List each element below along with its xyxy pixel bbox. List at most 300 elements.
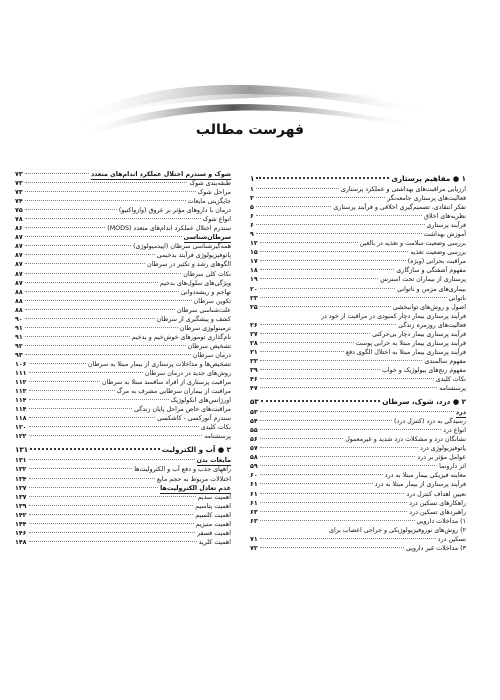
toc-entry-page: ۵۵ [250, 427, 258, 435]
dot-leader [260, 333, 370, 334]
toc-entry-page: ۸۸ [15, 288, 23, 296]
toc-entry-title: درمان با داروهای مؤثر بر عروق (وازواکتیو) [118, 207, 231, 215]
toc-entry-title: مایعات بدن [197, 456, 231, 466]
toc-entry [15, 520, 231, 529]
toc-entry [250, 435, 466, 444]
dot-leader [260, 411, 454, 412]
toc-entry-title: تسکین درد [437, 535, 466, 543]
toc-entry [250, 221, 466, 230]
dot-leader [29, 496, 196, 497]
dot-leader [260, 465, 437, 466]
toc-entry-page: ۷۵ [15, 207, 23, 215]
toc-entry-page: ۱۴۴ [15, 520, 27, 528]
toc-entry [15, 242, 231, 251]
toc-entry-page: ۶۱ [250, 499, 258, 507]
toc-entry-title: ۳) مداخلات غیر دارویی [405, 544, 466, 552]
toc-entry [250, 330, 466, 339]
dot-leader [25, 236, 182, 237]
toc-entry-title: پاتوفیزیولوژی فرآیند بدخیمی [156, 252, 231, 260]
toc-entry [15, 360, 231, 369]
dot-leader [260, 369, 380, 370]
toc-entry-page: ۱۴۶ [15, 529, 27, 537]
toc-entry-title: ویژگی‌های سلول‌های بدخیم [159, 279, 231, 287]
toc-entry-page: ۹۲ [15, 342, 23, 350]
toc-entry-page: ۳۱ [250, 348, 258, 356]
dot-leader [29, 399, 169, 400]
toc-entry-page: ۸۸ [15, 306, 23, 314]
toc-entry-title: بررسی وضعیت تغذیه [410, 249, 466, 257]
toc-entry [250, 544, 466, 553]
toc-entry-page: ۳ [250, 195, 254, 203]
toc-entry-title: مراقبت بحرانی (ویژه) [407, 258, 466, 266]
dot-leader [25, 209, 117, 210]
toc-entry-page: ۱۱۳ [15, 388, 27, 396]
toc-entry-title: ارزیابی مراقبت‌های بهداشتی و عملکرد پرستاری [340, 186, 466, 193]
toc-entry-page: ۱۱۱ [15, 370, 27, 378]
toc-entry-title: مفهوم سالمندی [424, 357, 466, 365]
toc-entry [250, 384, 466, 393]
toc-entry-title: تهاجم و ریشه‌دوانی [180, 288, 231, 296]
toc-entry [250, 462, 466, 471]
dot-leader [25, 309, 175, 310]
toc-entry-title: درمان سرطان [192, 351, 231, 359]
toc-entry-title: نشانگان درد و مشکلات درد شدید و غیرمعمول [345, 436, 466, 444]
dot-leader [25, 227, 106, 228]
toc-entry-page: ۸۷ [15, 279, 23, 287]
toc-entry [15, 465, 231, 474]
toc-entry-page: ۱۴۸ [15, 538, 27, 546]
toc-entry-title: رسیدگی به درد (کنترل درد) [394, 418, 466, 426]
toc-entry [250, 348, 466, 357]
toc-entry-title: فرآیند پرستاری بیمار دچار بی‌حرکتی [372, 330, 466, 338]
dot-leader [260, 269, 395, 270]
toc-entry [250, 366, 466, 375]
toc-entry [15, 423, 231, 432]
toc-entry-page: ۷۲ [250, 544, 258, 552]
toc-entry-title: نکات کلی سرطان [183, 270, 231, 278]
toc-entry-page: ۲۵ [250, 303, 258, 311]
dot-leader [260, 547, 404, 548]
toc-entry [250, 444, 466, 453]
toc-entry [250, 239, 466, 248]
toc-entry-page: ۱۲ [250, 240, 258, 248]
toc-entry-title: همه‌گیرشناسی سرطان (اپیدمیولوژی) [133, 243, 231, 251]
dot-leader [260, 306, 391, 307]
toc-entry-page: ۱۲۰ [15, 424, 27, 432]
toc-entry-title: مفهوم رنج‌های بیولوژیک و خواب [381, 366, 466, 374]
toc-entry-page: ۱۰۶ [15, 360, 27, 368]
toc-entry-title: آموزش بهداشت [423, 231, 466, 239]
toc-entry-title: اهمیت فسفر [196, 529, 231, 537]
toc-entry [15, 224, 231, 233]
toc-entry-page: ۵۶ [250, 436, 258, 444]
toc-entry-page: ۱۳۱ [15, 457, 27, 465]
toc-entry-page: ۸۷ [15, 252, 23, 260]
toc-entry-page: ۴۷ [250, 385, 258, 393]
toc-entry-page: ۹۳ [15, 351, 23, 359]
toc-section-heading [250, 408, 466, 417]
toc-section-heading [15, 456, 231, 465]
toc-entry-page: ۵۳ [250, 397, 259, 407]
toc-entry-title: روش‌های جدید در درمان سرطان [144, 370, 231, 378]
dot-leader [260, 260, 406, 261]
dot-leader [25, 245, 131, 246]
dot-leader [260, 483, 373, 484]
toc-entry [250, 357, 466, 366]
toc-entry-page: ۵ [250, 204, 254, 212]
dot-leader [25, 291, 179, 292]
dot-leader [260, 502, 407, 503]
dot-leader [260, 493, 405, 494]
toc-entry-title: مفهوم آشفتگی و سازگاری [396, 267, 466, 275]
toc-entry [15, 378, 231, 387]
toc-entry-title: تشخیص‌ها و مداخلات پرستاری از بیمار مبتلا به سرطان [87, 360, 231, 368]
toc-entry-title: ترمینولوژی سرطان [179, 324, 231, 332]
dot-leader [260, 438, 344, 439]
toc-entry-page: ۳۳ [250, 357, 258, 365]
toc-entry-title: ۲ ● درد، شوک، سرطان [382, 397, 466, 407]
toc-entry [250, 453, 466, 462]
toc-entry-page: ۶۱ [250, 490, 258, 498]
toc-entry-page: ۱۷ [250, 258, 258, 266]
toc-entry-title: نام‌گذاری تومورهای خوش‌خیم و بدخیم [131, 333, 231, 341]
dot-leader [256, 177, 389, 179]
dot-leader [256, 206, 332, 207]
toc-entry-title: سندرم آنورکسی - کاشکسی [157, 415, 231, 423]
dot-leader [25, 273, 182, 274]
toc-entry-title: اهمیت سدیم [197, 493, 231, 501]
dot-leader [260, 242, 358, 243]
toc-entry-page: ۷۳ [15, 171, 23, 178]
toc-entry [15, 333, 231, 342]
toc-entry [15, 502, 231, 511]
dot-leader [29, 408, 133, 409]
dot-leader [260, 456, 416, 457]
toc-chapter-heading [250, 397, 466, 408]
dot-leader [260, 297, 447, 298]
toc-entry-page: ۱۴۲ [15, 511, 27, 519]
toc-entry-title: نکات کلیدی [200, 424, 231, 432]
toc-entry [15, 414, 231, 423]
toc-entry [15, 197, 231, 206]
toc-entry-page: ۶۰ [250, 472, 258, 480]
toc-entry [250, 490, 466, 499]
dot-leader [29, 390, 115, 391]
toc-entry [15, 511, 231, 520]
toc-entry-title: بیماری‌های مزمن و ناتوانی [397, 285, 466, 293]
decorative-swoosh-banner [70, 70, 430, 155]
toc-entry-title: ۳ ● آب و الکترولیت [161, 445, 231, 455]
toc-entry [250, 480, 466, 489]
toc-entry-title: اختلالات مربوط به حجم مایع [156, 475, 231, 483]
toc-entry-page: ۱۱۴ [15, 397, 27, 405]
toc-entry [15, 387, 231, 396]
toc-entry [250, 294, 466, 303]
dot-leader [256, 215, 422, 216]
toc-entry-page: ۹۰ [15, 315, 23, 323]
toc-entry-title: پرسشنامه [204, 433, 231, 441]
toc-entry [250, 526, 466, 535]
toc-entry-title: تفکر انتقادی، تصمیم‌گیری اخلاقی و فرآیند پرستاری [333, 204, 466, 212]
dot-leader [29, 532, 195, 533]
toc-entry [15, 215, 231, 224]
toc-entry [250, 312, 466, 321]
dot-leader [29, 505, 194, 506]
toc-entry-page: ۷۴ [15, 198, 23, 206]
toc-entry [15, 179, 231, 188]
dot-leader [29, 468, 133, 469]
toc-entry-page: ۱ [250, 174, 255, 183]
toc-entry-page: ۸۶ [15, 225, 23, 233]
toc-entry-title: فرآیند پرستاری [426, 222, 466, 230]
toc-entry-page: ۸۷ [15, 261, 23, 269]
toc-entry-title: تعیین اهداف کنترل درد [406, 490, 466, 498]
toc-section-heading [15, 484, 231, 493]
toc-entry-page: ۵۷ [250, 445, 258, 453]
dot-leader [260, 520, 415, 521]
toc-right-column [250, 170, 466, 553]
toc-entry-title: پرستاری از بیماران تحت استرس [380, 276, 466, 284]
toc-entry-page: ۱۳۷ [15, 493, 27, 501]
dot-leader [260, 387, 438, 388]
toc-entry [250, 471, 466, 480]
dot-leader [25, 218, 201, 219]
toc-entry-page: ۹۱ [15, 333, 23, 341]
dot-leader [25, 336, 130, 337]
toc-entry-page: ۲۶ [250, 321, 258, 329]
toc-entry-page: ۷۸ [15, 216, 23, 224]
toc-entry-page: ۷۱ [250, 535, 258, 543]
dot-leader [25, 300, 192, 301]
dot-leader [260, 429, 441, 430]
dot-leader [261, 400, 380, 402]
dot-leader [25, 173, 89, 174]
dot-leader [29, 459, 195, 460]
toc-entry-title: اهمیت منیزیم [195, 520, 231, 528]
toc-entry-page: ۲۳ [250, 294, 258, 302]
toc-entry-title: مراقبت‌های خاص مراحل پایان زندگی [134, 406, 231, 414]
toc-entry-page: ۸۷ [15, 234, 23, 242]
toc-entry [250, 285, 466, 294]
dot-leader [260, 324, 397, 325]
toc-entry-page: ۱۳۷ [15, 484, 27, 492]
toc-entry [15, 206, 231, 215]
toc-entry-page: ۷۳ [15, 189, 23, 197]
dot-leader [260, 420, 392, 421]
toc-entry-page: ۵۸ [250, 454, 258, 462]
toc-entry [250, 499, 466, 508]
toc-entry-page: ۴۶ [250, 375, 258, 383]
toc-entry-page: ۱۱۸ [15, 415, 27, 423]
dot-leader [260, 447, 418, 448]
dot-leader [29, 372, 143, 373]
dot-leader [29, 426, 199, 427]
toc-entry-title: جایگزینی مایعات [187, 198, 231, 206]
dot-leader [260, 511, 408, 512]
toc-entry [250, 303, 466, 312]
toc-entry [250, 275, 466, 284]
toc-entry-title: راهبردهای تسکین درد [409, 508, 466, 516]
toc-entry [15, 405, 231, 414]
page-title: فهرست مطالب [195, 122, 305, 138]
dot-leader [29, 435, 203, 436]
dot-leader [260, 278, 379, 279]
toc-entry-page: ۵۴ [250, 418, 258, 426]
toc-entry [250, 339, 466, 348]
toc-entry-page: ۶۳ [250, 508, 258, 516]
toc-section-heading [15, 233, 231, 242]
toc-entry-title: فرآیند پرستاری بیمار مبتلا به خرابی پوست [355, 339, 466, 347]
toc-entry [250, 417, 466, 426]
toc-entry [15, 270, 231, 279]
toc-entry [250, 185, 466, 194]
toc-entry-page: ۱۸ [250, 267, 258, 275]
toc-entry-page: ۱۲۲ [15, 433, 27, 441]
toc-entry-title: شوک و سندرم اختلال عملکرد اندام‌های متعدد [91, 170, 231, 180]
toc-entry-page: ۸۷ [15, 270, 23, 278]
toc-entry-title: انواع شوک [202, 216, 231, 224]
toc-entry-page: ۲۰ [250, 285, 258, 293]
toc-entry-page: ۹۱ [15, 324, 23, 332]
toc-entry-title: راهکارهای تسکین درد [409, 499, 466, 507]
toc-entry [15, 369, 231, 378]
dot-leader [29, 523, 194, 524]
dot-leader [29, 363, 86, 364]
toc-entry [15, 288, 231, 297]
toc-entry [250, 321, 466, 330]
dot-leader [260, 360, 423, 361]
toc-entry [15, 279, 231, 288]
toc-entry-title: معاینه فیزیکی بیمار مبتلا به درد [384, 472, 466, 480]
toc-entry-title: عوامل مؤثر بر درد [417, 454, 466, 462]
toc-entry-title: فرآیند پرستاری بیمار مبتلا به اختلال الگوی دفع [345, 348, 466, 356]
toc-entry-page: ۷۳ [15, 180, 23, 188]
dot-leader [25, 345, 186, 346]
toc-entry-page: ۳۹ [250, 366, 258, 374]
toc-entry-title: ۲) روش‌های نوروفیزیولوژیکی و جراحی اعصاب برای [329, 526, 466, 534]
dot-leader [256, 197, 385, 198]
dot-leader [260, 538, 436, 539]
toc-entry-title: اهمیت پتاسیم [195, 502, 231, 510]
toc-entry-page: ۲۷ [250, 330, 258, 338]
toc-entry [250, 375, 466, 384]
toc-entry-title: اثر دارونما [439, 463, 466, 471]
toc-entry [15, 306, 231, 315]
toc-entry-title: عدم تعادل الکترولیت‌ها [160, 484, 231, 494]
toc-entry-page: ۱۳۴ [15, 475, 27, 483]
toc-entry-title: سندرم اختلال عملکرد اندام‌های متعدد (MODS) [107, 225, 231, 233]
dot-leader [260, 378, 434, 379]
dot-leader [260, 288, 395, 289]
toc-entry-title: انواع درد [443, 427, 466, 435]
toc-entry-title: اورژانس‌های انکولوژیک [170, 397, 231, 405]
dot-leader [256, 233, 422, 234]
toc-entry [15, 475, 231, 484]
toc-entry-page: ۱۳۹ [15, 502, 27, 510]
dot-leader [25, 263, 145, 264]
dot-leader [30, 448, 160, 450]
toc-entry-title: راههای جذب و دفع آب و الکترولیت‌ها [134, 466, 231, 474]
toc-chapter-heading [15, 445, 231, 456]
toc-entry-title: درد [456, 408, 466, 418]
toc-entry-page: ۵۹ [250, 463, 258, 471]
toc-entry-page: ۵۳ [250, 409, 258, 417]
toc-entry [15, 538, 231, 547]
toc-entry-title: کشف و پیشگیری از سرطان [156, 315, 231, 323]
toc-entry-page: ۸۷ [15, 243, 23, 251]
toc-entry [250, 248, 466, 257]
dot-leader [29, 541, 197, 542]
toc-entry-title: نکات کلیدی [435, 375, 466, 383]
toc-entry [15, 342, 231, 351]
dot-leader [256, 224, 425, 225]
toc-entry [15, 529, 231, 538]
toc-entry-page: ۸۸ [15, 297, 23, 305]
dot-leader [260, 342, 354, 343]
toc-entry-title: تشخیص سرطان [187, 342, 231, 350]
toc-entry-title: فرآیند پرستاری بیمار دچار کمبودی در مراقبت از خود در [320, 312, 466, 320]
toc-entry-title: فعالیت‌های پرستاری جامعه‌نگر [387, 195, 466, 203]
dot-leader [260, 474, 383, 475]
toc-entry [250, 508, 466, 517]
toc-entry-title: مراقبت از بیماران سرطانی مشرف به مرگ [116, 388, 231, 396]
dot-leader [25, 282, 158, 283]
toc-entry [250, 203, 466, 212]
toc-entry-page: ۱۱۲ [15, 379, 27, 387]
toc-entry-page: ۱۹ [250, 276, 258, 284]
toc-section-heading [15, 170, 231, 179]
toc-entry [15, 260, 231, 269]
dot-leader [29, 487, 159, 488]
toc-entry-page: ۱۵ [250, 249, 258, 257]
toc-entry [15, 324, 231, 333]
dot-leader [25, 200, 186, 201]
toc-entry-page: ۱۳۲ [15, 466, 27, 474]
toc-entry-title: مراحل شوک [197, 189, 231, 197]
toc-entry [250, 517, 466, 526]
toc-entry-page: ۲۸ [250, 339, 258, 347]
toc-entry [250, 194, 466, 203]
toc-left-column [15, 170, 231, 547]
toc-entry [250, 426, 466, 435]
toc-entry [15, 297, 231, 306]
dot-leader [29, 381, 100, 382]
toc-entry [250, 257, 466, 266]
toc-entry-title: پرسشنامه [439, 385, 466, 393]
toc-entry [15, 351, 231, 360]
dot-leader [29, 514, 194, 515]
dot-leader [256, 188, 339, 189]
toc-entry-page: ۶ [250, 213, 254, 221]
dot-leader [260, 251, 409, 252]
toc-entry-title: طبقه‌بندی شوک [189, 180, 231, 188]
toc-chapter-heading [250, 174, 466, 185]
toc-entry-title: اهمیت کلسیم [195, 511, 231, 519]
toc-entry-page: ۹ [250, 231, 254, 239]
dot-leader [25, 327, 178, 328]
toc-entry [15, 493, 231, 502]
toc-entry-page: ۶ [250, 222, 254, 230]
toc-entry [15, 315, 231, 324]
toc-entry-title: اهمیت کلرید [198, 538, 231, 546]
toc-entry-page: ۶۱ [250, 481, 258, 489]
dot-leader [25, 182, 188, 183]
toc-entry-title: ۱) مداخلات دارویی [416, 517, 466, 525]
toc-entry [250, 212, 466, 221]
dot-leader [29, 478, 155, 479]
toc-entry-title: فرآیند پرستاری از بیمار مبتلا به درد [374, 481, 466, 489]
toc-entry-title: نظریه‌های اخلاق [424, 213, 466, 221]
